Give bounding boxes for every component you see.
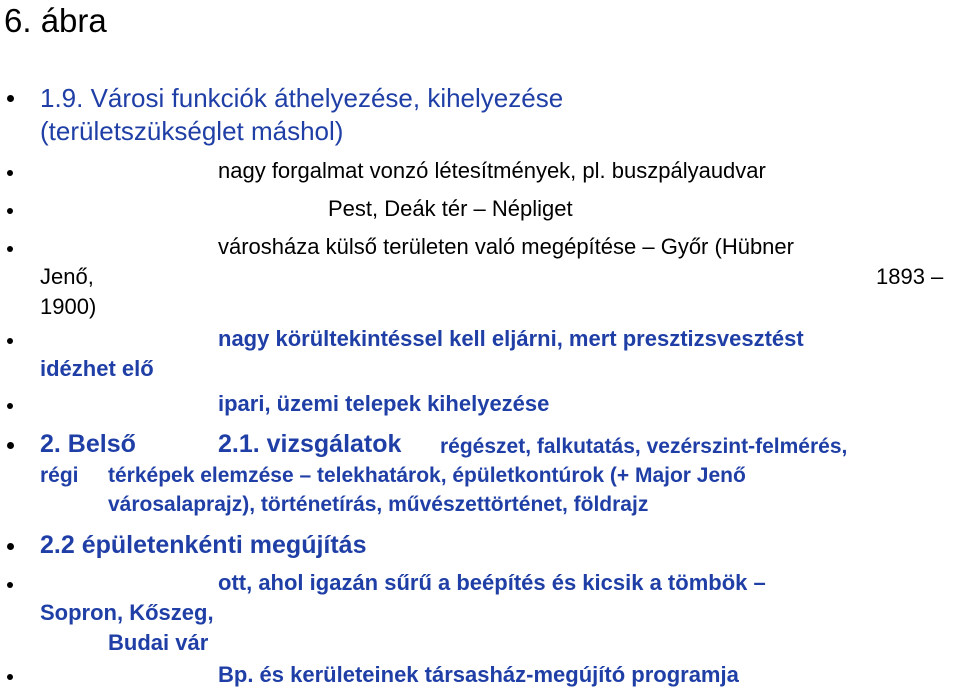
list-item-text-cont: Jenő,: [40, 264, 94, 289]
list-item-text: városháza külső területen való megépítése – Győr (Hübner: [218, 234, 794, 259]
section-heading-2-2: 2.2 épületenkénti megújítás: [40, 531, 367, 559]
bullet-dot: [7, 442, 14, 449]
list-item-text: nagy forgalmat vonzó létesítmények, pl. buszpályaudvar: [218, 158, 766, 183]
section-heading-2-1: 2.1. vizsgálatok: [218, 430, 402, 458]
bullet-dot: [7, 582, 13, 588]
bullet-dot: [7, 543, 14, 550]
list-item-text: Bp. és kerületeinek társasház-megújító programja: [218, 662, 739, 687]
bullet-dot: [7, 95, 14, 102]
list-item-text-cont: 1900): [40, 294, 97, 319]
section-heading-1-9: 1.9. Városi funkciók áthelyezése, kihelyezése: [40, 83, 564, 113]
list-item-text: nagy körültekintéssel kell eljárni, mert presztizsvesztést: [218, 326, 804, 351]
list-item-text: ipari, üzemi telepek kihelyezése: [218, 391, 550, 416]
bullet-dot: [7, 170, 13, 176]
bullet-dot: [7, 208, 13, 214]
section-heading-belso: 2. Belső: [40, 430, 136, 458]
list-item-text-cont: térképek elemzése – telekhatárok, épületkontúrok (+ Major Jenő: [108, 464, 746, 487]
list-item-text-cont: régi: [40, 464, 79, 487]
section-heading-1-9-cont: (területszükséglet máshol): [40, 116, 344, 146]
bullet-dot: [7, 338, 13, 344]
page-title: 6. ábra: [4, 2, 107, 39]
bullet-dot: [7, 674, 13, 680]
list-item-text: Pest, Deák tér – Népliget: [328, 196, 573, 221]
bullet-dot: [7, 246, 13, 252]
list-item-text-cont: Sopron, Kőszeg,: [40, 600, 214, 625]
list-item-text: régészet, falkutatás, vezérszint-felmérés,: [440, 435, 848, 458]
bullet-dot: [7, 403, 13, 409]
list-item-text-cont: 1893 –: [876, 264, 944, 289]
list-item-text-cont: városalaprajz), történetírás, művészettörténet, földrajz: [108, 493, 649, 516]
list-item-text: ott, ahol igazán sűrű a beépítés és kicsik a tömbök –: [218, 570, 766, 595]
list-item-text-cont: idézhet elő: [40, 356, 154, 381]
list-item-text-cont: Budai vár: [108, 630, 209, 655]
